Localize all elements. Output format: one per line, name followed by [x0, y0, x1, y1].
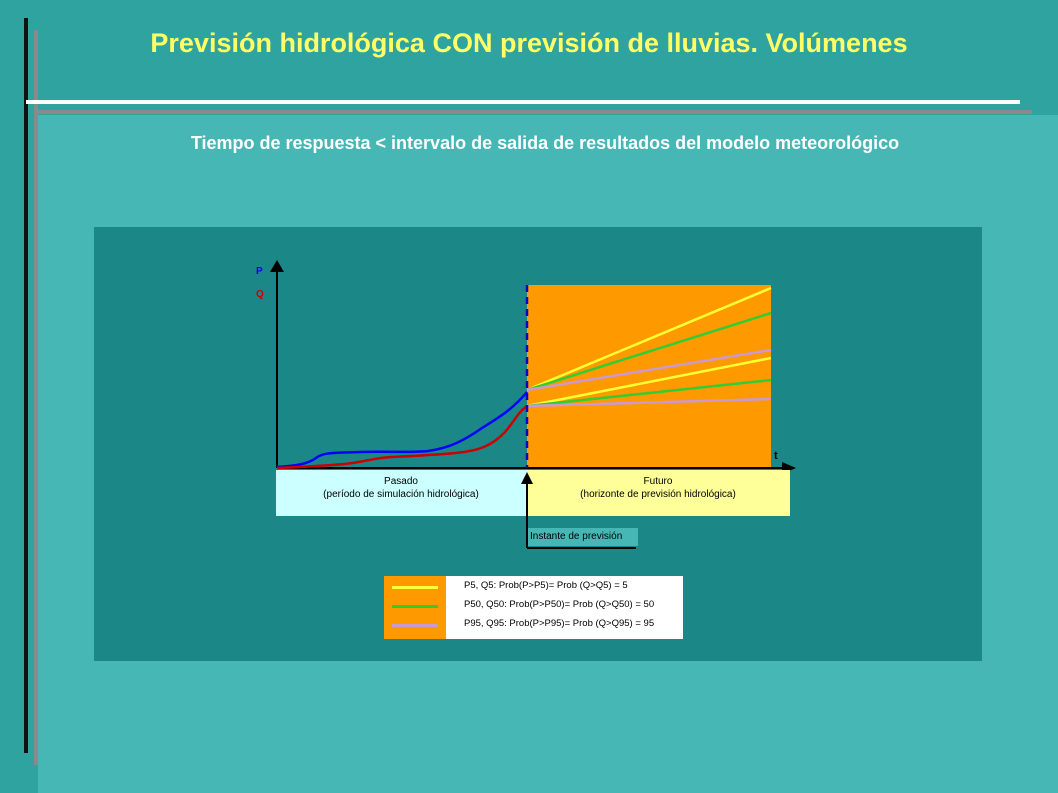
- slide-subtitle: Tiempo de respuesta < intervalo de salida de resultados del modelo meteorológico: [190, 133, 900, 153]
- legend-text: P95, Q95: Prob(P>P95)= Prob (Q>Q95) = 95: [464, 618, 655, 629]
- axis-label-p: P: [256, 266, 263, 277]
- legend-line-p95: [392, 624, 438, 627]
- y-axis-arrow: [270, 260, 284, 272]
- slide-title: Previsión hidrológica CON previsión de lluvias. Volúmenes: [150, 28, 908, 58]
- legend-item: [384, 578, 683, 596]
- legend-text: P5, Q5: Prob(P>P5)= Prob (Q>Q5) = 5: [464, 580, 628, 591]
- legend-line-p50: [392, 605, 438, 608]
- future-sublabel: (horizonte de previsión hidrológica): [580, 489, 736, 500]
- legend: [384, 576, 683, 639]
- legend-item: [384, 616, 683, 634]
- legend-item: [384, 597, 683, 615]
- legend-line-p5: [392, 586, 438, 589]
- future-label: Futuro: [643, 476, 673, 487]
- forecast-instant-label: Instante de previsión: [530, 531, 623, 542]
- legend-text: P50, Q50: Prob(P>P50)= Prob (Q>Q50) = 50: [464, 599, 655, 610]
- axis-label-q: Q: [256, 289, 264, 300]
- past-sublabel: (período de simulación hidrológica): [323, 489, 479, 500]
- future-region: [527, 285, 771, 468]
- past-label: Pasado: [384, 476, 418, 487]
- axis-label-t: t: [774, 450, 778, 462]
